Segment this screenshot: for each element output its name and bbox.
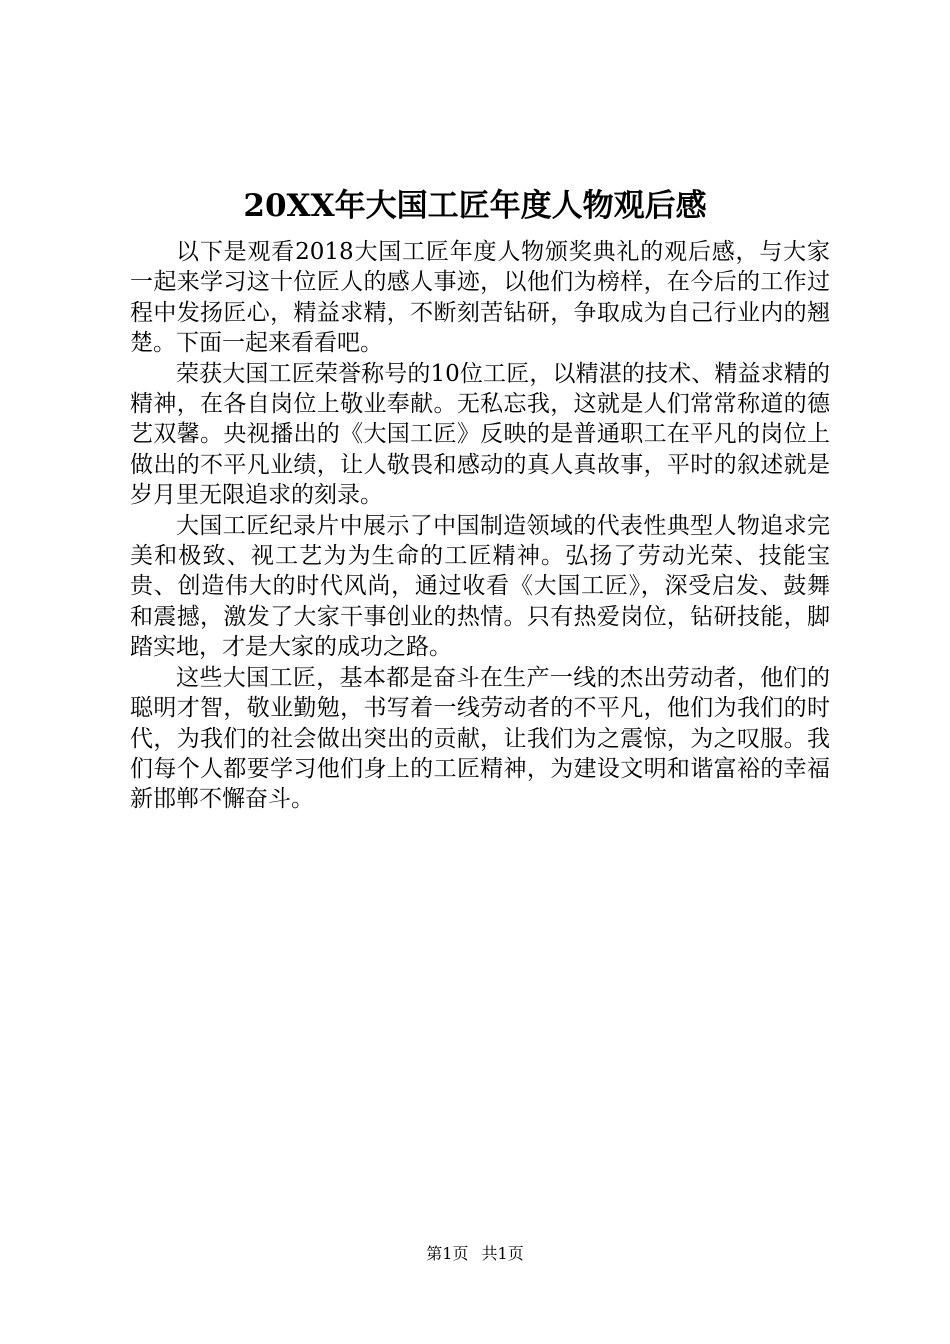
page-number: 第1页 bbox=[426, 1244, 469, 1263]
document-title: 20XX年大国工匠年度人物观后感 bbox=[243, 188, 707, 224]
paragraph-1: 以下是观看2018大国工匠年度人物颁奖典礼的观后感，与大家一起来学习这十位匠人的感人事迹，以他们为榜样，在今后的工作过程中发扬匠心，精益求精，不断刻苦钻研，争取成为自己行业内的翘楚。下面一起来看看吧。 bbox=[130, 239, 830, 357]
paragraph-2: 荣获大国工匠荣誉称号的10位工匠，以精湛的技术、精益求精的精神，在各自岗位上敬业奉献。无私忘我，这就是人们常常称道的德艺双馨。央视播出的《大国工匠》反映的是普通职工在平凡的岗位上做出的不平凡业绩，让人敬畏和感动的真人真故事，平时的叙述就是岁月里无限追求的刻录。 bbox=[130, 360, 830, 509]
page-footer bbox=[0, 1244, 950, 1264]
page-total: 共1页 bbox=[481, 1244, 524, 1263]
paragraph-4: 这些大国工匠，基本都是奋斗在生产一线的杰出劳动者，他们的聪明才智，敬业勤勉，书写着一线劳动者的不平凡，他们为我们的时代，为我们的社会做出突出的贡献，让我们为之震惊，为之叹服。我们每个人都要学习他们身上的工匠精神，为建设文明和谐富裕的幸福新邯郸不懈奋斗。 bbox=[130, 664, 830, 813]
document-body bbox=[130, 237, 830, 815]
paragraph-3: 大国工匠纪录片中展示了中国制造领域的代表性典型人物追求完美和极致、视工艺为为生命的工匠精神。弘扬了劳动光荣、技能宝贵、创造伟大的时代风尚，通过收看《大国工匠》，深受启发、鼓舞和震撼，激发了大家干事创业的热情。只有热爱岗位，钻研技能，脚踏实地，才是大家的成功之路。 bbox=[130, 512, 830, 661]
